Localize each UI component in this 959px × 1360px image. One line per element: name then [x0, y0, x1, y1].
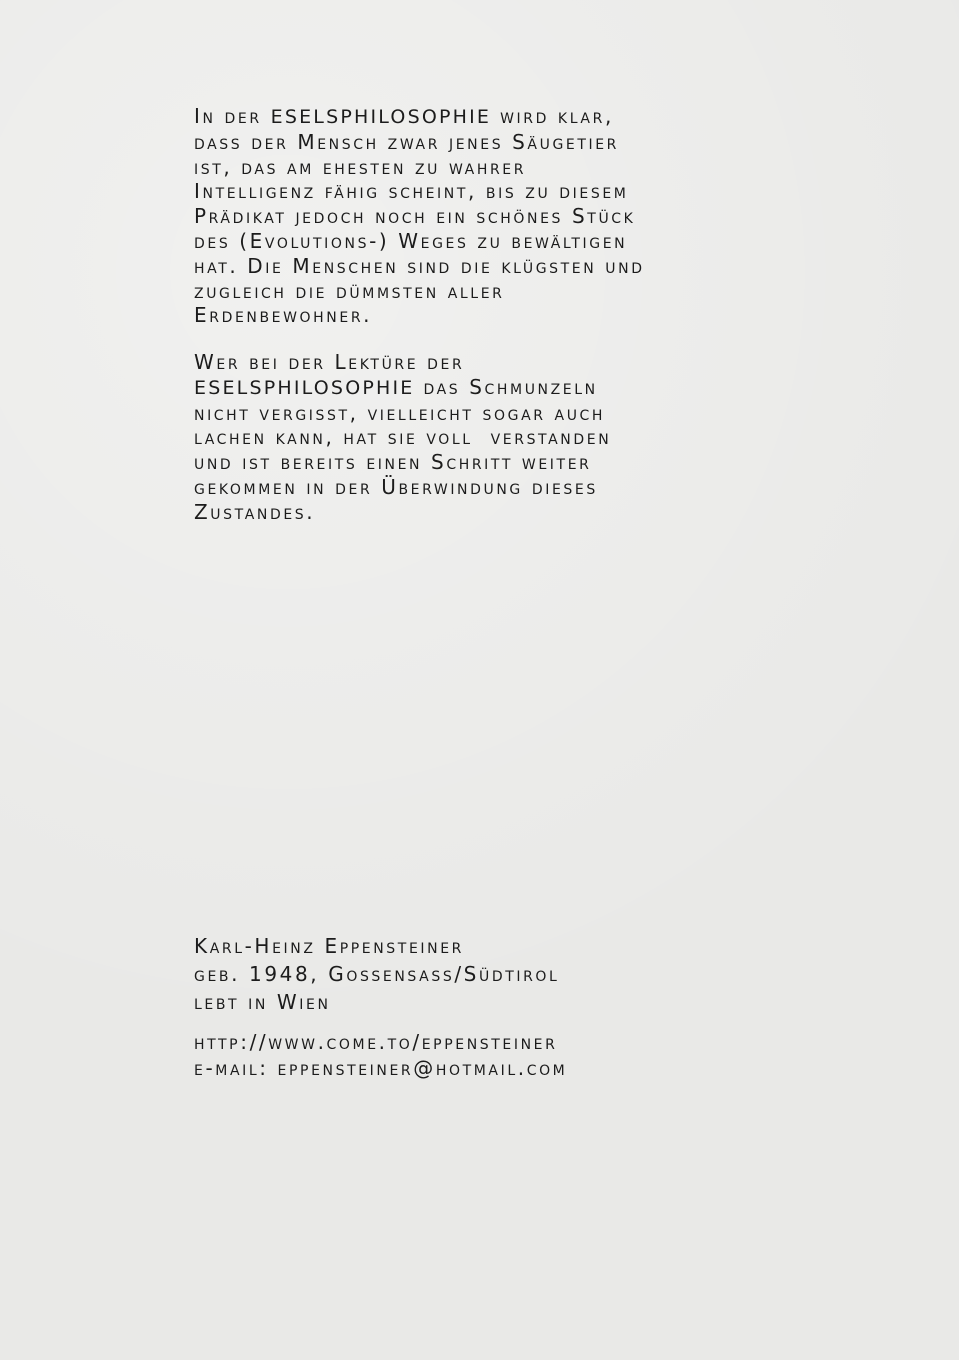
text-line: Prädikat jedoch noch ein schönes Stück — [194, 204, 636, 229]
book-title-emphasis: ESELSPHILOSOPHIE — [270, 106, 492, 128]
paragraph-intro — [194, 104, 814, 328]
text-line: gekommen in der Überwindung dieses — [194, 474, 598, 499]
text-line: hat. Die Menschen sind die klügsten und — [194, 253, 645, 278]
contact-info — [194, 1029, 814, 1081]
text-line: Intelligenz fähig scheint, bis zu diesem — [194, 179, 629, 204]
author-birth: geb. 1948, Gossensass/Südtirol — [194, 962, 560, 986]
website-link[interactable]: http://www.come.to/eppensteiner — [194, 1030, 558, 1054]
text-fragment: das Schmunzeln — [414, 374, 598, 399]
author-info — [194, 932, 814, 1016]
author-name: Karl-Heinz Eppensteiner — [194, 934, 464, 958]
text-line: lachen kann, hat sie voll verstanden — [194, 425, 612, 450]
email-link[interactable]: e-mail: eppensteiner@hotmail.com — [194, 1056, 568, 1080]
text-line: zugleich die dümmsten aller — [194, 278, 505, 303]
author-residence: lebt in Wien — [194, 990, 331, 1014]
text-fragment: wird klar, — [491, 104, 614, 128]
text-line: Zustandes. — [194, 499, 316, 524]
text-line: dass der Mensch zwar jenes Säugetier — [194, 129, 620, 154]
text-line: Wer bei der Lektüre der — [194, 350, 465, 374]
text-line: Erdenbewohner. — [194, 303, 373, 328]
text-line: des (Evolutions-) Weges zu bewältigen — [194, 228, 628, 253]
text-line — [194, 375, 814, 401]
book-title-emphasis: ESELSPHILOSOPHIE — [194, 376, 415, 399]
text-line — [194, 104, 814, 130]
paragraph-reading — [194, 350, 814, 525]
text-line: ist, das am ehesten zu wahrer — [194, 154, 527, 179]
text-fragment: In der — [194, 104, 271, 128]
text-line: und ist bereits einen Schritt weiter — [194, 450, 592, 475]
text-line: nicht vergisst, vielleicht sogar auch — [194, 400, 606, 425]
